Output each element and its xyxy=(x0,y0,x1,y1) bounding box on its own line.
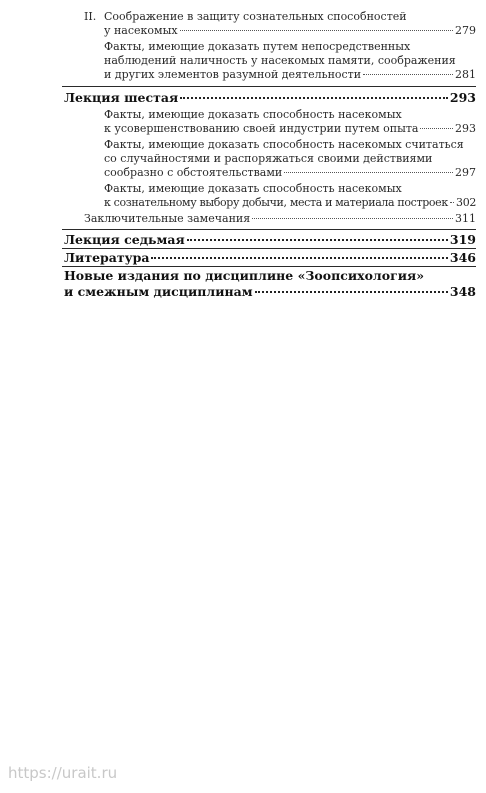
entry-line: Факты, имеющие доказать способность насекомых считаться xyxy=(104,138,464,151)
page-number: 302 xyxy=(456,196,476,209)
entry-line: Новые издания по дисциплине «Зоопсихология» xyxy=(64,268,425,283)
entry-line: Соображение в защиту сознательных способностей xyxy=(104,10,407,23)
page-number: 346 xyxy=(449,250,476,265)
dot-leader xyxy=(420,128,453,129)
dot-leader xyxy=(363,74,453,75)
entry-line: Факты, имеющие доказать способность насекомых xyxy=(104,182,402,195)
dot-leader xyxy=(252,218,453,219)
page-number: 281 xyxy=(455,68,476,81)
dot-leader xyxy=(151,257,447,259)
section-numeral: II. xyxy=(84,10,97,23)
dot-leader xyxy=(180,97,448,99)
entry-line: наблюдений наличность у насекомых памяти, соображения xyxy=(104,54,456,67)
dot-leader xyxy=(450,202,454,203)
entry-line: Факты, имеющие доказать путем непосредственных xyxy=(104,40,411,53)
entry-title: Заключительные замечания xyxy=(84,212,251,225)
entry-title: Литература xyxy=(64,250,150,265)
page-number: 293 xyxy=(455,122,476,135)
divider xyxy=(62,266,476,267)
entry-line: к сознательному выбору добычи, места и материала построек xyxy=(104,196,448,209)
entry-line: сообразно с обстоятельствами xyxy=(104,166,283,179)
page-number: 348 xyxy=(449,284,476,299)
dot-leader xyxy=(187,239,448,241)
divider xyxy=(62,86,476,87)
entry-line: и других элементов разумной деятельности xyxy=(104,68,362,81)
dot-leader xyxy=(255,291,448,293)
entry-line: к усовершенствованию своей индустрии путем опыта xyxy=(104,122,419,135)
page-number: 319 xyxy=(449,232,476,247)
entry-line: Факты, имеющие доказать способность насекомых xyxy=(104,108,402,121)
dot-leader xyxy=(180,30,453,31)
page-number: 279 xyxy=(455,24,476,37)
watermark-url: https://urait.ru xyxy=(8,764,118,782)
page-number: 297 xyxy=(455,166,476,179)
dot-leader xyxy=(284,172,453,173)
entry-line: и смежным дисциплинам xyxy=(64,284,253,299)
page-number: 311 xyxy=(455,212,476,225)
page-number: 293 xyxy=(449,90,476,105)
entry-line: со случайностями и распоряжаться своими действиями xyxy=(104,152,433,165)
divider xyxy=(62,229,476,230)
entry-line: у насекомых xyxy=(104,24,178,37)
entry-title: Лекция шестая xyxy=(64,90,179,105)
entry-title: Лекция седьмая xyxy=(64,232,185,247)
divider xyxy=(62,248,476,249)
